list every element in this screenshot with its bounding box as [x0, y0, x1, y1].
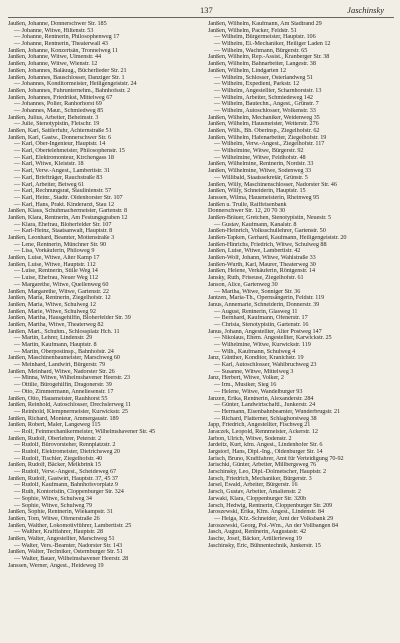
directory-entry: Janßen, Maschinenbaumeister, Marschweg 60: [8, 355, 120, 362]
directory-entry: Janßen, Luise, Witwe, Lambertistr. 42: [208, 248, 301, 255]
directory-entry: Jaroszewski, Georg, Pol.-Wm., An der Vollbangen 84: [208, 522, 338, 529]
header-rule: [8, 17, 394, 18]
directory-entry: Janßen, Walter, Angestellter, Marschweg 51: [8, 535, 115, 542]
directory-entry: Janßen, Johannes, Fuhrunternehm., Bahnhofsstr. 2: [8, 87, 131, 94]
directory-entry: Janßen, Martha, Hausgehilfin, Bloherfelder Str. 39: [8, 315, 131, 322]
directory-entry: Janßen, Helene, Verkäuferin, Röntgenstr. 14: [208, 268, 316, 275]
directory-entry: — Martin, Oberpostinsp., Bahnhofstr. 24: [14, 348, 114, 355]
directory-entry: — Rudolf, Bürovorsteher, Rennplatzstr. 2: [14, 442, 116, 449]
directory-entry: Jasche, Josef, Bäcker, Artillerieweg 19: [208, 535, 302, 542]
directory-entry: Jarisch, Bruno, Kraftfahrer, Amt für Verteidigung 70-92: [208, 455, 344, 462]
directory-entry: Janßen, Wilhelmine, Witwe, Sodenweg 33: [208, 168, 312, 175]
directory-entry: Janßen, Wilhelm, Rep.-Assist., Kranberger Str. 38: [208, 54, 330, 61]
directory-entry: Janßen, Karl, Gastw., Donnerschwer Str. 6: [8, 134, 112, 141]
directory-entry: Janßen-Heinrich, Volksschullehrer, Gartenstr. 50: [208, 228, 326, 235]
directory-entry: — Luise, Ehefrau, Neuer Weg 112: [14, 275, 99, 282]
directory-entry: — Rudolf, Kaufmann, Bahnhofsvorplatz 9: [14, 482, 118, 489]
directory-entry: Janßen, Sophie, Rentnerin, Wiekampstr. 31: [8, 509, 113, 516]
directory-entry: Janssen, Werner, Angest., Heideweg 19: [8, 562, 104, 569]
directory-entry: Janßen, Luise, Witwe, Hauptstr. 112: [8, 261, 96, 268]
directory-entry: Jaraczek, Leopold, Rennmeister, Ackerstr. 12: [208, 428, 318, 435]
directory-entry: — Gustav, Kaufmann, Kanalstr. 8: [214, 221, 297, 228]
directory-entry: Janßen, Robert, Maler, Langeweg 115: [8, 422, 101, 429]
directory-entry: — Wilhelm, Expedient, Parkstr. 12: [214, 81, 300, 88]
directory-entry: Janßen, Wilhelm, Lindgarten 12: [208, 67, 287, 74]
left-column: [8, 21, 194, 569]
directory-entry: Janßen, Wilhelm, Kaufmann, Am Stadtrand 29: [208, 21, 322, 27]
directory-entry: — Ruth, Kontoristin, Cloppenburger Str. 324: [14, 489, 124, 496]
directory-entry: — Wilhelmine, Witwe, Feldhofstr. 48: [214, 154, 306, 161]
directory-entry: — Willibald, Staatssekretär, Grünstr. 5: [214, 174, 308, 181]
directory-entry: Jansky, Ruth, Friseuse, Ziegelhofstr. 61: [208, 275, 304, 282]
running-head: Jaschinsky: [347, 5, 384, 15]
directory-entry: — Karl, Obertelehmeister, Philosophenstr. 15: [14, 148, 125, 155]
directory-entry: — Johannes, Polier, Ranhorhorst 69: [14, 101, 102, 108]
directory-entry: — Walther, Kraftfahrer, Hauptstr. 28: [14, 529, 104, 536]
directory-entry: Janßen-Wolf, Johann, Witwe, Wahlstraße 33: [208, 255, 316, 262]
directory-entry: — Karl, Rechnungsrat, Staulinienstr. 57: [14, 188, 112, 195]
directory-entry: — Lene, Rentnerin, Münchner Str. 90: [14, 241, 107, 248]
directory-entry: — Nikolaus, Ehem. Angestellter, Karwickstr. 25: [214, 335, 332, 342]
directory-entry: — Wilhelm, Autoschlosser, Wolkenstr. 33: [214, 107, 316, 114]
directory-entry: — Karl, Hans, Prakt. Kinderarzt, Stau 12: [14, 201, 115, 208]
directory-entry: Janßen, Wilhelm, Hausmeister, Wetterstr. 276: [208, 121, 319, 128]
directory-entry: — Karl, Elektromonteur, Kirchengass 18: [14, 154, 114, 161]
directory-entry: Janßen, Johanne, Konzertsän, Tronnelweg 11: [8, 47, 118, 54]
directory-entry: — Meinhard, Landwirt, Bürgerstr. 79: [14, 362, 106, 369]
directory-entry: — Karl, Heinr., Stadtr. Oldenhorster Str. 107: [14, 194, 123, 201]
directory-entry: — Karl, Briefträger, Rauchstraße 83: [14, 174, 103, 181]
directory-entry: — Wilhelm, Angestellter, Scharnhorststr. 13: [214, 87, 322, 94]
directory-entry: Jargstorf, Hans, Dipl.-Ing., Oldenburger Str. 14: [208, 449, 323, 455]
directory-entry: Janßen, Walter, Techniker, Osternburger Str. 51: [8, 549, 123, 556]
entry-columns: [8, 21, 394, 569]
directory-entry: Janßen, Klaus, Schuhmachermeister, Gartenstr. 8: [8, 208, 128, 215]
directory-entry: Janßen, Maria, Rentnerin, Ziegelhofstr. 12: [8, 295, 111, 302]
directory-entry: — Rudolf, Elektromeister, Dietrichsweg 20: [14, 449, 120, 455]
directory-entry: — Irm., Musiker, Sieg 16: [214, 382, 277, 389]
directory-entry: — Otto, Zimmermann, Anneliesenstr. 17: [14, 388, 114, 395]
directory-entry: Janson, Alice, Gartenweg 30: [208, 281, 278, 288]
directory-entry: — Wilhelm, Verw.-Angest., Ziegelhofstr. 117: [214, 141, 325, 148]
directory-entry: Janßen, Wilhelm, Bahnarbeiter, Langestr. 38: [208, 61, 316, 68]
directory-entry: Janßen, Julius, Arbeiter, Beheimstr. 3: [8, 114, 99, 121]
directory-entry: Janz, Herbert, Witwe, Volker, 2: [208, 375, 284, 382]
directory-entry: Janßen, Rudolf, Bäcker, Melkbrink 15: [8, 462, 101, 469]
directory-entry: — Wilhelm, Arbeiter, Schmiedeweg 142: [214, 94, 313, 101]
directory-entry: Janßen, Marie, Witwe, Schulweg 92: [8, 308, 96, 315]
directory-entry: — Karl, Autoschlosser, Wahlbruchweg 23: [214, 362, 317, 369]
directory-entry: Jarsel, Ewald, Arbeiter, Bürgerstr. 16: [208, 482, 298, 489]
directory-entry: — Rudolf, Tischler, Ziegelhofstr. 40: [14, 455, 103, 462]
directory-entry: Jaschinsky, Eric, Bühnentechnik, Junkerstr. 15: [208, 542, 321, 549]
directory-entry: — Lisa, Vorkäuferin, Philoweg 9: [14, 248, 95, 255]
directory-entry: — Karl, Arbeiter, Beiweg 61: [14, 181, 85, 188]
directory-entry: — Richard, Flatterner, Schlaghorstweg 38: [214, 415, 317, 422]
directory-entry: — Wilh., Kaufmann, Schulweg 4: [214, 348, 296, 355]
directory-entry: Jarwaki, Klara, Cloppenburger Str. 320b: [208, 495, 307, 502]
directory-entry: — Wilhelm, El.-Mechaniker, Heiliger Laden 12: [214, 41, 331, 48]
directory-entry: — Hermann, Eisenbahnbeamter, Wunderbrugstr. 21: [214, 408, 341, 415]
directory-entry: Janßen, Rudolf, Oberlehrer, Peterstr. 2: [8, 435, 101, 442]
directory-entry: — Martin, Lehrer, Lindenstr. 29: [14, 335, 93, 342]
directory-entry: Janßen, Willy, Maschinenschlosser, Nadorster Str. 46: [208, 181, 337, 188]
directory-entry: Janßen, Maria, Witwe, Schulweg 12: [8, 301, 96, 308]
directory-entry: Janzen, Erika, Rentnerin, Alexanderstr. 284: [208, 395, 314, 402]
directory-entry: Janßen-Wurth, Karl, Maurer, Theaterweg 30: [208, 261, 316, 268]
directory-entry: Jantzen, Maria-Th., Opernsängerin, Feldstr. 119: [208, 295, 325, 302]
directory-entry: Janßen, Wilhelm, Mechaniker, Weidenweg 35: [208, 114, 320, 121]
directory-entry: — Rolf, Feinmechanikermeister, Wilhelmshavener Str. 45: [14, 428, 156, 435]
directory-entry: — Johanne, Witwe, Hiltenstr. 53: [14, 27, 94, 34]
directory-entry: Janßen, Johanne, Witwe, Wienstr. 12: [8, 61, 98, 68]
directory-entry: — Martin, Kaufmann, Hauptstr. 8: [14, 342, 97, 348]
directory-entry: — Sophie, Witwe, Schulweg 79: [14, 502, 92, 509]
directory-entry: Jasch, August, Rentnerin, Augustastr. 42: [208, 529, 307, 536]
directory-entry: Janßen-Tapken, Gerhard, Kaufmann, Heiligengeiststr. 20: [208, 235, 347, 241]
directory-entry: Janßen, Wilhelm, Packer, Feldstr. 51: [208, 27, 297, 34]
directory-entry: Jarbon, Ulrich, Witwe, Sodenstr. 2: [208, 435, 292, 442]
directory-entry: — Bernhard, Kaufmann, Ofenerstr. 17: [214, 315, 308, 322]
directory-entry: — Wilhelm, Bautechn., Angest., Grünstr. 7: [214, 101, 319, 108]
directory-entry: Jarschinsky, Leo, Dipl.-Dolmetscher, Hauptstr. 2: [208, 469, 327, 476]
directory-entry: Jaußen, Johanne, Donnerschwer Str. 185: [8, 21, 107, 27]
directory-entry: — Walter, Vers.-Beamter, Nadorster Str. 143: [14, 542, 123, 549]
directory-entry: Jarischki, Günter, Arbeiter, Millbergsweg 76: [208, 462, 317, 469]
directory-entry: — Johanne, Rentnerin, Philosophenweg 17: [14, 34, 120, 41]
directory-entry: — Karl, Verw.-Angest., Lambertistr. 31: [14, 168, 111, 175]
directory-entry: — Wilhelmine, Witwe, Kurwickstr. 119: [214, 342, 311, 348]
directory-entry: Janßen, Luise, Witwe, Alter Kamp 17: [8, 255, 100, 262]
directory-entry: Japp, Friedrich, Angestellter, Fischweg 21: [208, 422, 311, 429]
directory-entry: — Johannes, Konditormeister, Heiligengeiststr. 24: [14, 81, 137, 88]
directory-entry: Donnerschwer Str. 12, 20 70 30: [208, 208, 286, 215]
directory-entry: Janßen, Johannes, Friedrikst, Mittelweg 67: [8, 94, 113, 101]
directory-entry: Janßen, Reinhold, Autoschlosser, Drechslerweg 11: [8, 402, 132, 409]
directory-entry: Janßen, Wilhelm, Hafenarbeiter, Ziegelhofstr. 19: [208, 134, 327, 141]
directory-entry: — Reinhold, Klempnermeister, Kurwickstr. 25: [14, 408, 128, 415]
directory-entry: — Wilhelmine, Witwe, Bürgerstr. 92: [214, 148, 304, 155]
directory-entry: — Günter, Landwirtschaftl., Junkerstr. 24: [214, 402, 316, 409]
directory-entry: — Helga, Kfz.-Schneider, Amt der Volksbank 29: [214, 515, 334, 522]
directory-entry: — Minna, Witwe, Wilhelmshavener Heerstr. 23: [14, 375, 131, 382]
directory-entry: — Wilhelm, Schlosser, Osterlandweg 51: [214, 74, 313, 81]
page-header: [8, 5, 394, 17]
directory-entry: — Wilhelm, Wachmann, Bürgerstr. 65: [214, 47, 308, 54]
directory-entry: — Sophie, Witwe, Schulweg 34: [14, 495, 92, 502]
directory-entry: Janßen, Martha, Witwe, Theaterweg 82: [8, 321, 104, 328]
directory-entry: Janßen, Karl, Sattlerfuhr, Achternstraße 51: [8, 128, 112, 134]
directory-entry: Janßen, Mart., Schuhm., Schlossplatz Hch. 11: [8, 328, 120, 335]
directory-entry: — Johanne, Rentnerin, Theaterwall 43: [14, 41, 108, 48]
directory-entry: — Julie, Stenotypistin, Fleischr. 19: [14, 121, 100, 128]
directory-entry: Janßen, Walther, Lokomotivführer, Lambertistr. 25: [8, 522, 132, 529]
directory-entry: — Ottilie, Bürogehilfin, Dragonerstr. 39: [14, 382, 112, 389]
directory-entry: Janßen, Meinhard, Witwe, Nadorster Str. 26: [8, 368, 115, 375]
directory-entry: Jaroszewski, Erika, Kfm. Angest., Lindenstr. 84: [208, 509, 325, 516]
directory-entry: Janßen-Bräuer, Gretchen, Stenotypistin, Neuestr. 5: [208, 214, 332, 221]
directory-entry: — Martha, Witwe, Sonniger Str. 36: [214, 288, 301, 295]
directory-entry: Jardeitz, Kurt, kfm. Angest., Lindenhofer Str. 6: [208, 442, 323, 449]
directory-entry: Janßen, Wilhelmine, Rentnerin, Nordstr. 33: [208, 161, 314, 168]
directory-entry: Janßen, Margarethe, Witwe, Gartenstr. 22: [8, 288, 109, 295]
directory-entry: — Wilhelm, Bürgermeister, Hauptstr. 106: [214, 34, 316, 41]
directory-entry: Janßen, Johannes, Baläuug., Bücherlieder Str. 21: [8, 67, 127, 74]
directory-entry: Janßen, Johanne, Witwe, Ulmenstr. 44: [8, 54, 102, 61]
directory-entry: Janßen u. Trulle, Raiffeisenbank: [208, 201, 287, 208]
directory-entry: Janßen, Leonhard, Beamter, Mottenstraße 3: [8, 235, 115, 241]
directory-entry: Janßen, Wilh., Bh. Oberinsp., Ziegelhofstr. 62: [208, 128, 320, 134]
directory-entry: — Klara, Ehefrau, Bloherfelder Str. 107: [14, 221, 112, 228]
directory-entry: Janus, Annemarie, Schneiderin, Donnerstr. 39: [208, 301, 320, 308]
directory-entry: — Susanne, Witwe, Mittelweg 3: [214, 368, 294, 375]
right-column: [208, 21, 394, 569]
directory-entry: Janßen, Tom, Witwe, Ofenerstraße 26: [8, 515, 100, 522]
directory-entry: Janßen, Rudolf, Gastwirt, Hauptstr. 37, 45 37: [8, 475, 118, 482]
directory-entry: — Margarethe, Witwe, Quellenweg 60: [14, 281, 109, 288]
directory-entry: — Karl, Ober-Ingenieur, Hauptstr. 14: [14, 141, 106, 148]
directory-entry: — Christa, Stenotypistin, Gartenstr. 16: [214, 321, 309, 328]
directory-entry: — Rudolf, Verw.-Angest., Scheideweg 67: [14, 469, 117, 476]
directory-entry: — Walter, Bauer, Wilhelmshavener Heerstr. 28: [14, 556, 129, 562]
directory-entry: Janßen-Hinrichs, Friedrich, Witwe, Schulweg 88: [208, 241, 327, 248]
directory-entry: — Karl, Witwe, Kleiststr. 18: [14, 161, 84, 168]
directory-entry: Janßen, Otto, Hausmeister, Rauhhorst 55: [8, 395, 108, 402]
directory-entry: Janßen, Richard, Monteur, Ammergaustr. 189: [8, 415, 119, 422]
directory-entry: Janssen, Wilma, Hausmeisterin, Rheinweg 95: [208, 194, 320, 201]
directory-entry: — Luise, Rentnerin, Stille Weg 14: [14, 268, 98, 275]
directory-entry: — Johannes, Maur., Schmiedweg 85: [14, 107, 104, 114]
page-number: 137: [200, 5, 213, 15]
directory-entry: Janßen, Johannes, Bauschlosser, Danziger Str. 1: [8, 74, 125, 81]
directory-entry: Jarsch, Gustav, Arbeiter, Amalienstr. 2: [208, 489, 301, 496]
directory-entry: — August, Rentnerin, Glasweg 11: [214, 308, 298, 315]
directory-entry: Janßen, Willy, Schneiderin, Hauptstr. 15: [208, 188, 306, 195]
directory-entry: Janus, Johann, Angestellter, Alter Postweg 147: [208, 328, 322, 335]
directory-entry: — Helene, Witwe, Wandelburger 93: [214, 388, 303, 395]
directory-entry: Jarsch, Friedrich, Mechaniker, Bürgerstr. 3: [208, 475, 312, 482]
directory-entry: — Karl-Heinz, Staatsanwalt, Hauptstr. 8: [14, 228, 113, 235]
directory-entry: Janz, Günther, Konditor, Kranichstr. 19: [208, 355, 304, 362]
directory-entry: Jarsch, Hedwig, Rentnerin, Cloppenburger Str. 209: [208, 502, 333, 509]
directory-entry: Janßen, Klara, Rentnerin, Am Festungsgraben 12: [8, 214, 128, 221]
